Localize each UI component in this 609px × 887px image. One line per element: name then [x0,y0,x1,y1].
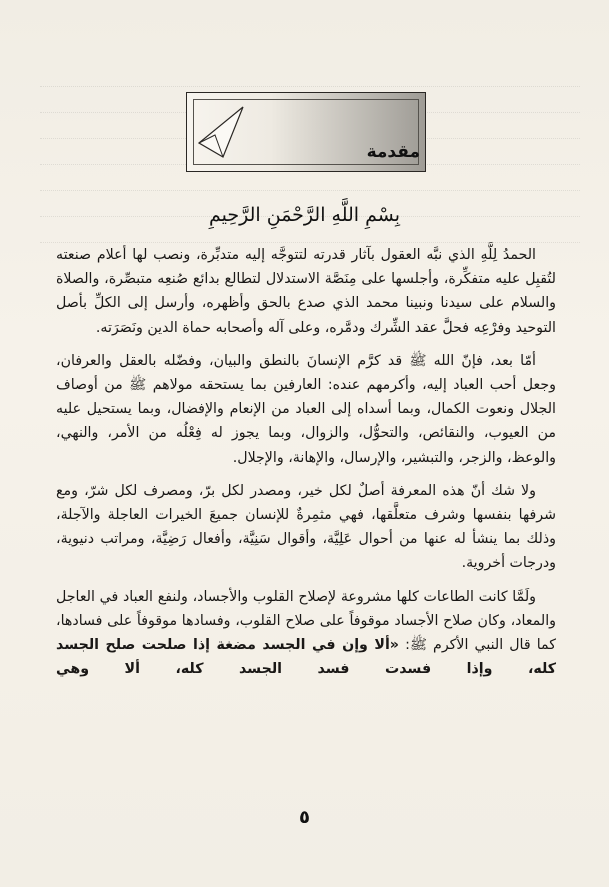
chapter-title: مقدمة [366,142,420,162]
paragraph: ولا شك أنّ هذه المعرفة أصلٌ لكل خير، ومصدر لكل برّ، ومصرف لكل شرّ، ومع شرفها بنفسها وشرف متعلَّقها، فهي مثمِرةٌ للإنسان جميعَ الخيرات العاجلة والآجلة، وذلك بما ينشأ له عنها من أحوال عَلِيَّة، وأقوال سَنِيَّة، وأفعال رَضِيَّة، ومراتب دنيوية، ودرجات أخروية. [56,482,556,572]
paragraph-text: ولَمَّا كانت الطاعات كلها مشروعة لإصلاح القلوب والأجساد، ولنفع العباد في العاجل والمعاد، وكان صلاح الأجساد موقوفاً على صلاح القلوب، وفسادها موقوفاً على فسادها، كما قال النبي الأكرم ﷺ: [56,588,557,654]
paragraph [56,585,556,682]
body-text [56,243,556,690]
paragraph: أمّا بعد، فإنّ الله ﷺ قد كرَّم الإنسانَ بالنطق والبيان، وفضّله بالعقل والعرفان، وجعل أحب العباد إليه، وأكرمهم عنده: العارفين بما يستحقه مولاهم ﷺ من أوصاف الجلال ونعوت الكمال، وبما أسداه إلى العباد من الإنعام والإفضال، وبما يستحيل عليه من العيوب، والنقائص، والتحوُّل، والزوال، وبما يجوز له فِعْلُه من الأمر، والنهي، والوعظ، والزجر، والتبشير، والإرسال، والإهانة، والإجلال. [56,352,556,466]
basmala: بِسْمِ اللَّهِ الرَّحْمَنِ الرَّحِيمِ [209,204,400,226]
hadith-quote: «ألا وإن في الجسد مضغة إذا صلحت صلح الجسد كله، وإذا فسدت فسد الجسد كله، ألا وهي [56,637,556,678]
paragraph: الحمدُ لِلَّهِ الذي نبَّه العقول بآثار قدرته لتتوجَّه إليه متدبِّرة، ونصب لها أعلام صنعته لتُقبِل عليه متفكِّرة، وأجلسها على مِنَصَّة الاستدلال لتطالع بدائع صُنعِه متبصِّرة، والصلاة والسلام على سيدنا ونبينا محمد الذي صدع بالحق وأظهره، وأرسل إلى الكلِّ بأصل التوحيد وفرْعِه فحلَّ عقد الشِّرك ودمَّره، وعلى آله وأصحابه حماة الدين ونَصَرَته. [56,247,556,336]
page-number: ٥ [299,807,310,828]
